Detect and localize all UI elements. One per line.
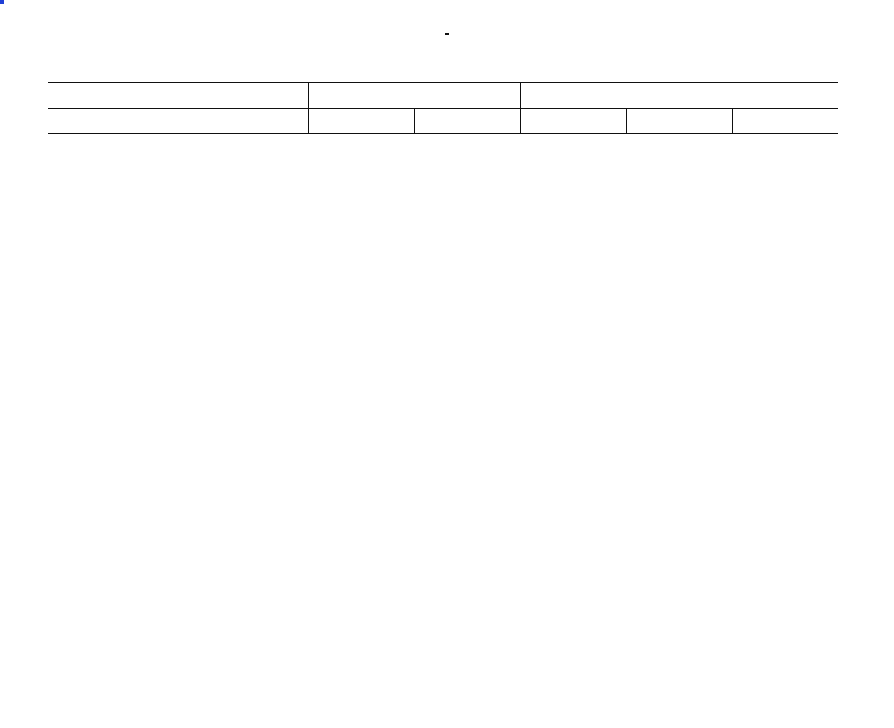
highlight-box [0, 0, 4, 4]
header-row-years [48, 83, 838, 109]
header-row-months [48, 108, 838, 134]
header-month [520, 108, 626, 134]
page-title [0, 6, 894, 32]
header-blank [48, 83, 308, 109]
page-title-text [445, 6, 449, 35]
header-month [414, 108, 520, 134]
current-account-table [48, 82, 838, 134]
header-blank [48, 108, 308, 134]
header-month [308, 108, 414, 134]
header-month [626, 108, 732, 134]
header-year-2025 [308, 83, 520, 109]
header-year-2026 [520, 83, 838, 109]
header-month [732, 108, 838, 134]
